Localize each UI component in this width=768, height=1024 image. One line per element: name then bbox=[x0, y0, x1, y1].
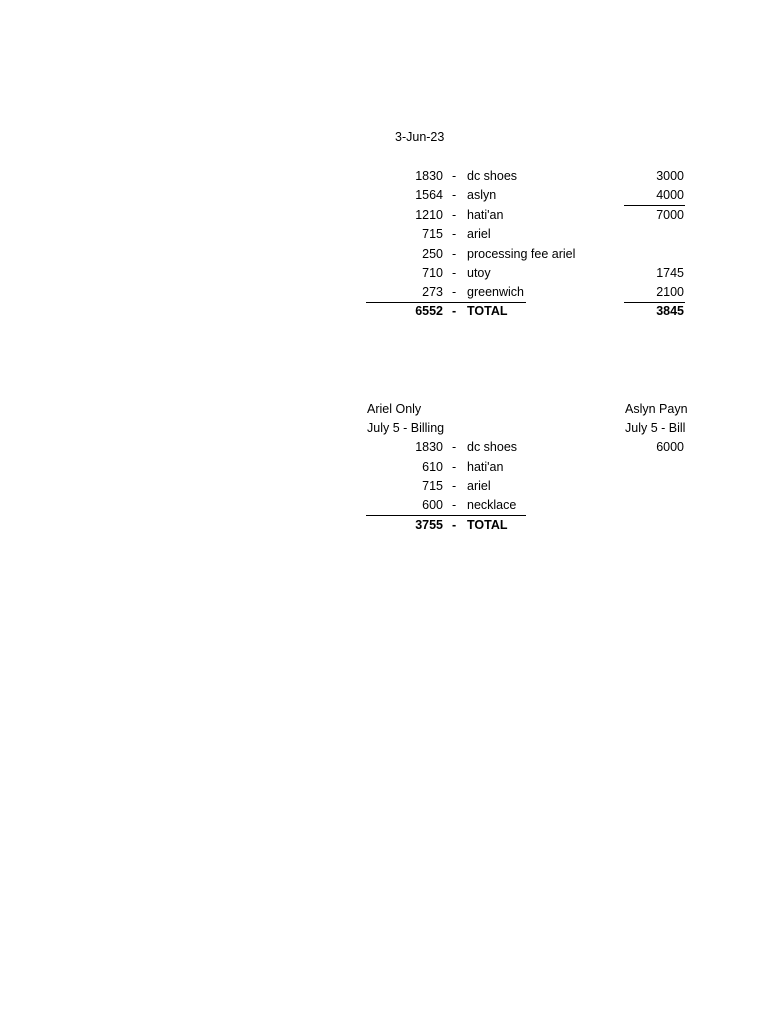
total-label: TOTAL bbox=[467, 518, 508, 532]
section2-left-heading: Ariel Only bbox=[367, 402, 422, 416]
total-dash: - bbox=[452, 304, 457, 318]
row-label: processing fee ariel bbox=[467, 247, 576, 261]
row-amount: 710 bbox=[422, 266, 443, 280]
row-label: ariel bbox=[467, 479, 491, 493]
total-rule bbox=[624, 302, 685, 303]
row-label: hati'an bbox=[467, 208, 504, 222]
row-right-value: 2100 bbox=[656, 285, 684, 299]
row-right-value: 3000 bbox=[656, 169, 684, 183]
row-dash: - bbox=[452, 440, 457, 454]
section2-right-subheading: July 5 - Bill bbox=[625, 421, 686, 435]
row-label: greenwich bbox=[467, 285, 524, 299]
section1-date: 3-Jun-23 bbox=[395, 130, 445, 144]
row-amount: 1564 bbox=[415, 188, 443, 202]
row-amount: 715 bbox=[422, 479, 443, 493]
row-right-value: 1745 bbox=[656, 266, 684, 280]
row-dash: - bbox=[452, 498, 457, 512]
row-label: utoy bbox=[467, 266, 491, 280]
total-amount: 6552 bbox=[415, 304, 443, 318]
row-amount: 273 bbox=[422, 285, 443, 299]
row-right-value: 6000 bbox=[656, 440, 684, 454]
row-dash: - bbox=[452, 188, 457, 202]
row-label: hati'an bbox=[467, 460, 504, 474]
row-amount: 1210 bbox=[415, 208, 443, 222]
row-dash: - bbox=[452, 479, 457, 493]
total-dash: - bbox=[452, 518, 457, 532]
row-label: dc shoes bbox=[467, 440, 518, 454]
row-dash: - bbox=[452, 227, 457, 241]
row-label: ariel bbox=[467, 227, 491, 241]
row-label: necklace bbox=[467, 498, 517, 512]
total-rule bbox=[366, 302, 526, 303]
row-amount: 610 bbox=[422, 460, 443, 474]
total-rule bbox=[366, 515, 526, 516]
section2-left-subheading: July 5 - Billing bbox=[367, 421, 445, 435]
row-right-value: 7000 bbox=[656, 208, 684, 222]
row-dash: - bbox=[452, 247, 457, 261]
total-right-value: 3845 bbox=[656, 304, 684, 318]
total-label: TOTAL bbox=[467, 304, 508, 318]
row-amount: 1830 bbox=[415, 169, 443, 183]
row-amount: 250 bbox=[422, 247, 443, 261]
row-label: dc shoes bbox=[467, 169, 518, 183]
row-amount: 600 bbox=[422, 498, 443, 512]
row-dash: - bbox=[452, 208, 457, 222]
row-right-value: 4000 bbox=[656, 188, 684, 202]
row-dash: - bbox=[452, 285, 457, 299]
section2-right-heading: Aslyn Payn bbox=[625, 402, 688, 416]
row-label: aslyn bbox=[467, 188, 497, 202]
row-amount: 715 bbox=[422, 227, 443, 241]
total-amount: 3755 bbox=[415, 518, 443, 532]
row-dash: - bbox=[452, 460, 457, 474]
row-amount: 1830 bbox=[415, 440, 443, 454]
row-dash: - bbox=[452, 266, 457, 280]
row-dash: - bbox=[452, 169, 457, 183]
subtotal-rule bbox=[624, 205, 685, 206]
